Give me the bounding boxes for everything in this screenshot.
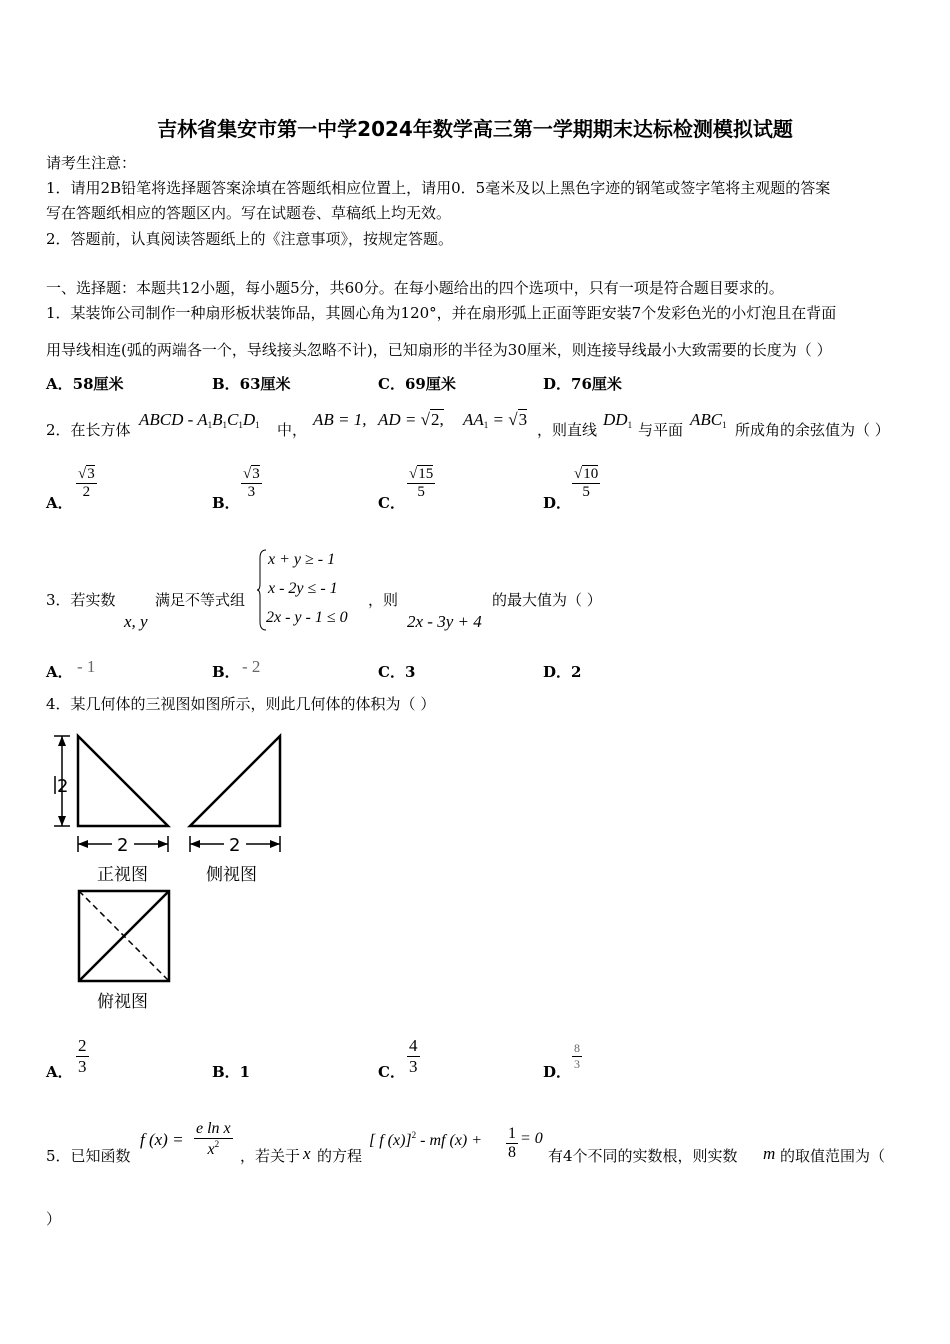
q2-condition-ab: AB = 1,	[313, 410, 367, 429]
q1-option-d: D．76厘米	[543, 375, 622, 393]
q4-option-a-value: $\frac{2}{3}$	[78, 1036, 87, 1076]
q3-objective: 2x - 3y + 4	[407, 612, 482, 631]
q3-vars: x, y	[124, 612, 148, 631]
q2-mid-1: 中，	[277, 421, 308, 439]
notice-item-2: 2．答题前，认真阅读答题纸上的《注意事项》，按规定答题。	[46, 230, 454, 248]
side-view-label: 侧视图	[206, 865, 257, 885]
q5-var-m: m	[763, 1144, 776, 1163]
q2-option-b-label: B．	[212, 494, 240, 512]
q3-option-a-value: - 1	[77, 657, 96, 676]
q5-prefix: 5．已知函数	[46, 1147, 131, 1165]
q2-option-a-label: A．	[46, 494, 73, 512]
q1-option-a: A．58厘米	[46, 375, 124, 393]
q1-option-c: C．69厘米	[378, 375, 456, 393]
q2-option-d-value: $\frac{√10}{5}$	[574, 466, 599, 500]
q5-close-paren: ）	[46, 1210, 62, 1228]
q3-option-b-label: B．	[212, 663, 240, 681]
notice-item-1-line-2: 写在答题纸相应的答题区内。写在试题卷、草稿纸上均无效。	[46, 204, 452, 222]
q5-equation-fraction: $\frac{1}{8}$	[508, 1125, 516, 1161]
q4-option-d-label: D．	[543, 1063, 572, 1081]
q4-option-b: B．1	[212, 1063, 251, 1081]
q2-plane-abc1: $ABC_1$	[690, 410, 727, 430]
q1-line-2: 用导线相连(弧的两端各一个，导线接头忽略不计)，已知扇形的半径为30厘米，则连接导线最小大致需要的长度为（ ）	[46, 341, 832, 359]
q4-option-a-label: A．	[46, 1063, 73, 1081]
front-height-label: 2	[57, 776, 69, 797]
side-view	[190, 736, 280, 826]
q2-option-c-value: $\frac{√15}{5}$	[409, 466, 434, 500]
three-view-figure	[40, 726, 300, 1016]
q2-mid-2: ，则直线	[537, 421, 598, 439]
front-view-label: 正视图	[97, 865, 148, 885]
q4-option-c-value: $\frac{4}{3}$	[409, 1036, 418, 1076]
q2-condition-aa1: $AA_1 = √3$	[463, 410, 528, 430]
side-width-label: 2	[229, 835, 241, 856]
top-view-label: 俯视图	[97, 992, 148, 1012]
front-view	[78, 736, 168, 826]
q2-option-c-label: C．	[378, 494, 405, 512]
q3-option-c: C．3	[378, 663, 416, 681]
q2-option-d-label: D．	[543, 494, 572, 512]
q3-then: ，则	[368, 591, 399, 609]
q5-equation-rhs: = 0	[520, 1130, 543, 1147]
q2-suffix: 所成角的余弦值为（ ）	[735, 421, 890, 439]
q3-mid: 满足不等式组	[155, 591, 246, 609]
q2-option-b-value: $\frac{√3}{3}$	[243, 466, 260, 500]
section-heading: 一、选择题：本题共12小题，每小题5分，共60分。在每小题给出的四个选项中，只有一项是符合题目要求的。	[46, 279, 784, 297]
q4-text: 4．某几何体的三视图如图所示，则此几何体的体积为（ ）	[46, 695, 436, 713]
top-view	[79, 891, 169, 981]
q3-inequality-3: 2x - y - 1 ≤ 0	[266, 609, 348, 626]
q2-cuboid: ABCD - $A_1B_1C_1D_1$	[139, 410, 260, 430]
q4-option-d-value: $\frac{8}{3}$	[574, 1041, 580, 1071]
q5-function-lhs: f (x) =	[140, 1130, 184, 1149]
notice-heading: 请考生注意：	[46, 154, 137, 172]
q2-prefix: 2．在长方体	[46, 421, 131, 439]
q2-mid-3: 与平面	[638, 421, 684, 439]
q3-option-d: D．2	[543, 663, 582, 681]
q3-inequality-1: x + y ≥ - 1	[268, 551, 336, 568]
q1-line-1: 1．某装饰公司制作一种扇形板状装饰品，其圆心角为120°，并在扇形弧上正面等距安装7个发彩色光的小灯泡且在背面	[46, 304, 837, 322]
q3-option-a-label: A．	[46, 663, 73, 681]
q5-suffix-2: 的取值范围为（	[780, 1147, 886, 1165]
q5-suffix: 有4个不同的实数根，则实数	[548, 1147, 738, 1165]
q4-option-c-label: C．	[378, 1063, 405, 1081]
q5-var-x: x	[303, 1144, 311, 1163]
q2-line-dd1: $DD_1$	[603, 410, 633, 430]
q3-option-b-value: - 2	[242, 657, 261, 676]
q2-condition-ad: AD = √2,	[378, 410, 444, 429]
q3-inequality-2: x - 2y ≤ - 1	[268, 580, 338, 597]
q5-function-fraction: $\frac{\text{e ln x}}{x^2}$	[196, 1120, 231, 1158]
q5-mid-2: 的方程	[317, 1147, 363, 1165]
front-width-label: 2	[117, 835, 129, 856]
q5-mid: ，若关于	[240, 1147, 301, 1165]
q3-prefix: 3．若实数	[46, 591, 116, 609]
q2-option-a-value: $\frac{√3}{2}$	[78, 466, 95, 500]
notice-item-1-line-1: 1．请用2B铅笔将选择题答案涂填在答题纸相应位置上，请用0．5毫米及以上黑色字迹的钢笔或签字笔将主观题的答案	[46, 179, 831, 197]
page-title: 吉林省集安市第一中学2024年数学高三第一学期期末达标检测模拟试题	[157, 117, 793, 141]
q1-option-b: B．63厘米	[212, 375, 291, 393]
q3-suffix: 的最大值为（ ）	[492, 591, 602, 609]
q5-equation: [ f (x)]$^2$ - mf (x) +	[369, 1130, 483, 1149]
